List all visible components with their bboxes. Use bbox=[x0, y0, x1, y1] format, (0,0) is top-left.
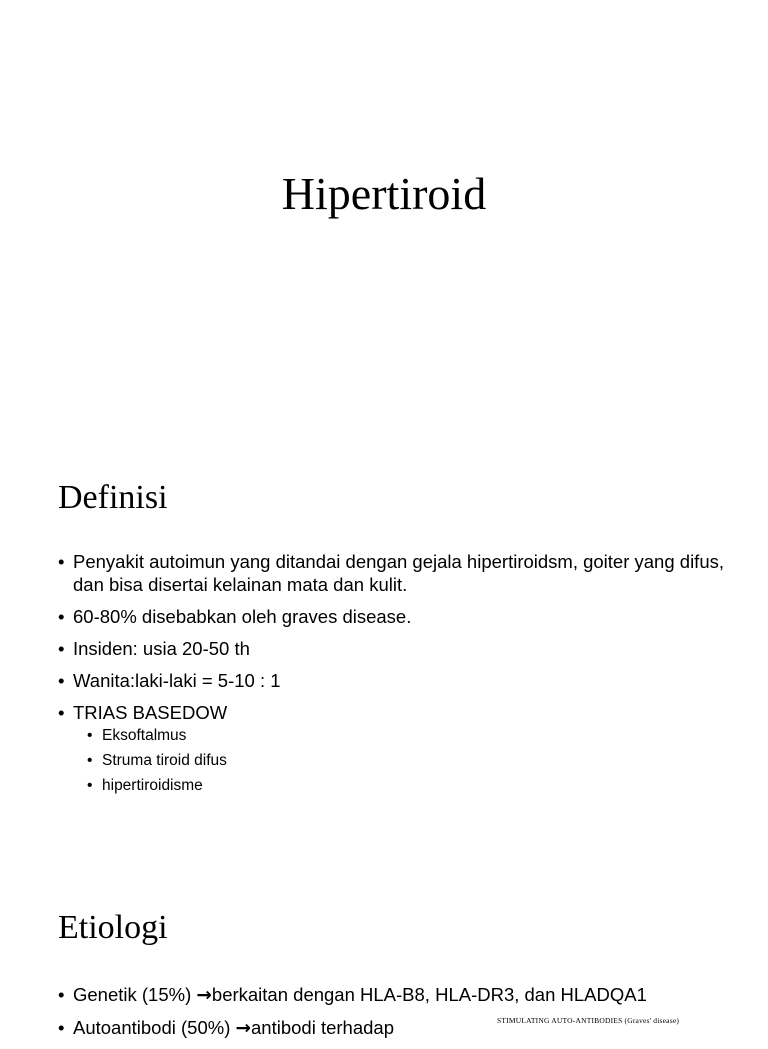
bullet-icon: • bbox=[87, 727, 93, 744]
list-item: • 60-80% disebabkan oleh graves disease. bbox=[58, 606, 412, 627]
slide-title: Hipertiroid bbox=[281, 168, 487, 219]
list-item: • Autoantibodi (50%) →antibodi terhadap bbox=[58, 1017, 394, 1039]
etiologi-heading: Etiologi bbox=[58, 909, 168, 946]
sub-list-item: • Struma tiroid difus bbox=[87, 752, 227, 769]
list-item: • Penyakit autoimun yang ditandai dengan gejala hipertiroidsm, goiter yang difus, dan bisa disertai kelainan mata dan kulit. bbox=[58, 551, 724, 595]
list-item: • Wanita:laki-laki = 5-10 : 1 bbox=[58, 670, 281, 691]
bullet-icon: • bbox=[58, 606, 65, 627]
bullet-icon: • bbox=[58, 1017, 65, 1038]
etiologi-slide bbox=[0, 880, 768, 1039]
trias-basedow-sublist bbox=[73, 726, 738, 796]
bullet-icon: • bbox=[58, 702, 65, 723]
definisi-heading: Definisi bbox=[58, 479, 168, 516]
sub-list-item: • hipertiroidisme bbox=[87, 777, 203, 794]
bullet-icon: • bbox=[87, 752, 93, 769]
sub-list-item: • Eksoftalmus bbox=[87, 727, 187, 744]
figure-caption: STIMULATING AUTO-ANTIBODIES (Graves' disease) bbox=[497, 1016, 680, 1025]
bullet-icon: • bbox=[58, 670, 65, 691]
list-item: • Genetik (15%) →berkaitan dengan HLA-B8, HLA-DR3, dan HLADQA1 bbox=[58, 984, 647, 1006]
arrow-right-icon: → bbox=[196, 985, 212, 1006]
definisi-slide bbox=[0, 440, 768, 872]
list-item: • TRIAS BASEDOW • Eksoftalmus • Struma tiroid difus • hipertiroidisme bbox=[58, 701, 738, 796]
bullet-icon: • bbox=[58, 638, 65, 659]
bullet-icon: • bbox=[58, 551, 65, 572]
bullet-icon: • bbox=[58, 984, 65, 1005]
list-item: • Insiden: usia 20-50 th bbox=[58, 638, 250, 659]
definisi-bullet-list bbox=[58, 550, 738, 805]
bullet-icon: • bbox=[87, 777, 93, 794]
arrow-right-icon: → bbox=[235, 1018, 252, 1039]
title-slide bbox=[0, 0, 768, 432]
